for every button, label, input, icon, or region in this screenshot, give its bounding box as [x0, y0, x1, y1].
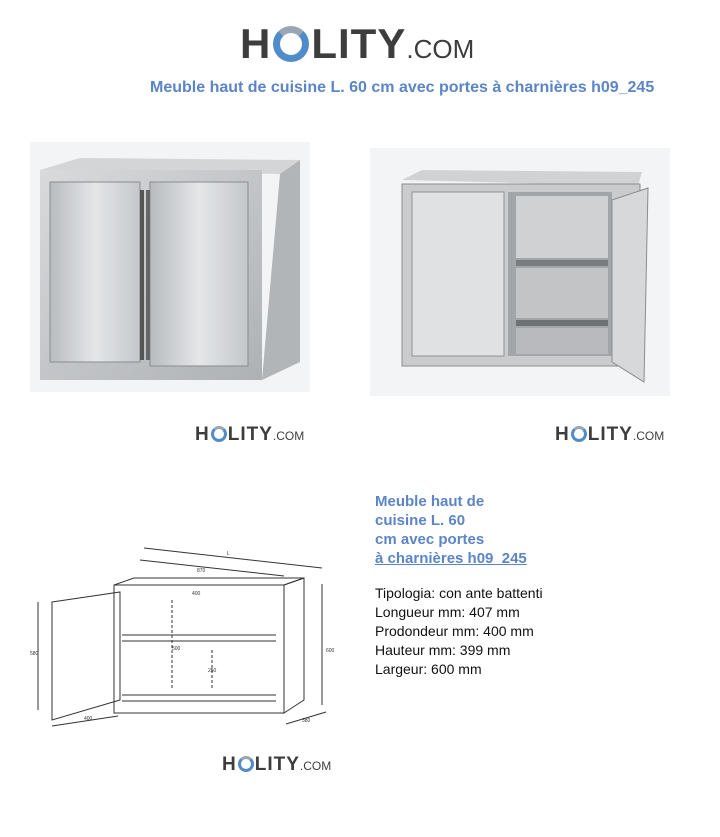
logo-ring-icon — [571, 426, 587, 442]
logo-domain: .COM — [299, 759, 332, 773]
product-title-line: cm avec portes — [375, 531, 485, 548]
brand-logo-small — [555, 424, 664, 446]
product-title-link[interactable]: à charnières h09_245 — [375, 550, 527, 567]
spec-height: Hauteur mm: 399 mm — [375, 642, 511, 658]
diagram-label: 400 — [192, 591, 201, 597]
spec-depth: Prodondeur mm: 400 mm — [375, 623, 534, 639]
logo-domain: .COM — [406, 34, 475, 64]
logo-domain: .COM — [632, 429, 665, 443]
logo-letter-h: H — [222, 754, 237, 775]
diagram-label: 250 — [208, 668, 217, 674]
logo-letters: LITY — [311, 20, 407, 67]
product-photo-closed — [30, 142, 310, 392]
brand-logo-small — [195, 424, 304, 446]
product-title — [375, 492, 575, 568]
diagram-label: 500 — [172, 646, 181, 652]
brand-logo-small — [222, 754, 331, 776]
spec-typology: Tipologia: con ante battenti — [375, 585, 543, 601]
logo-letters: LITY — [254, 754, 300, 775]
diagram-label: 600 — [326, 648, 335, 654]
logo-ring-icon — [273, 26, 309, 62]
diagram-label: 380 — [302, 718, 311, 724]
logo-letters: LITY — [587, 424, 633, 445]
product-specs — [375, 584, 543, 679]
brand-logo — [240, 20, 474, 68]
spec-width: Largeur: 600 mm — [375, 661, 482, 677]
product-title-line: cuisine L. 60 — [375, 512, 466, 529]
logo-ring-icon — [211, 426, 227, 442]
diagram-label: L — [227, 551, 230, 557]
diagram-label: 580 — [30, 651, 39, 657]
product-photo-open — [370, 148, 670, 396]
logo-letter-h: H — [240, 20, 272, 67]
technical-drawing — [22, 540, 342, 730]
page-title: Meuble haut de cuisine L. 60 cm avec portes à charnières h09_245 — [150, 79, 655, 96]
logo-letter-h: H — [195, 424, 210, 445]
diagram-label: 870 — [197, 568, 206, 574]
diagram-label: 400 — [84, 716, 93, 722]
logo-letter-h: H — [555, 424, 570, 445]
product-title-line: Meuble haut de — [375, 493, 485, 510]
logo-domain: .COM — [272, 429, 305, 443]
spec-length: Longueur mm: 407 mm — [375, 604, 520, 620]
logo-ring-icon — [238, 756, 254, 772]
logo-letters: LITY — [227, 424, 273, 445]
